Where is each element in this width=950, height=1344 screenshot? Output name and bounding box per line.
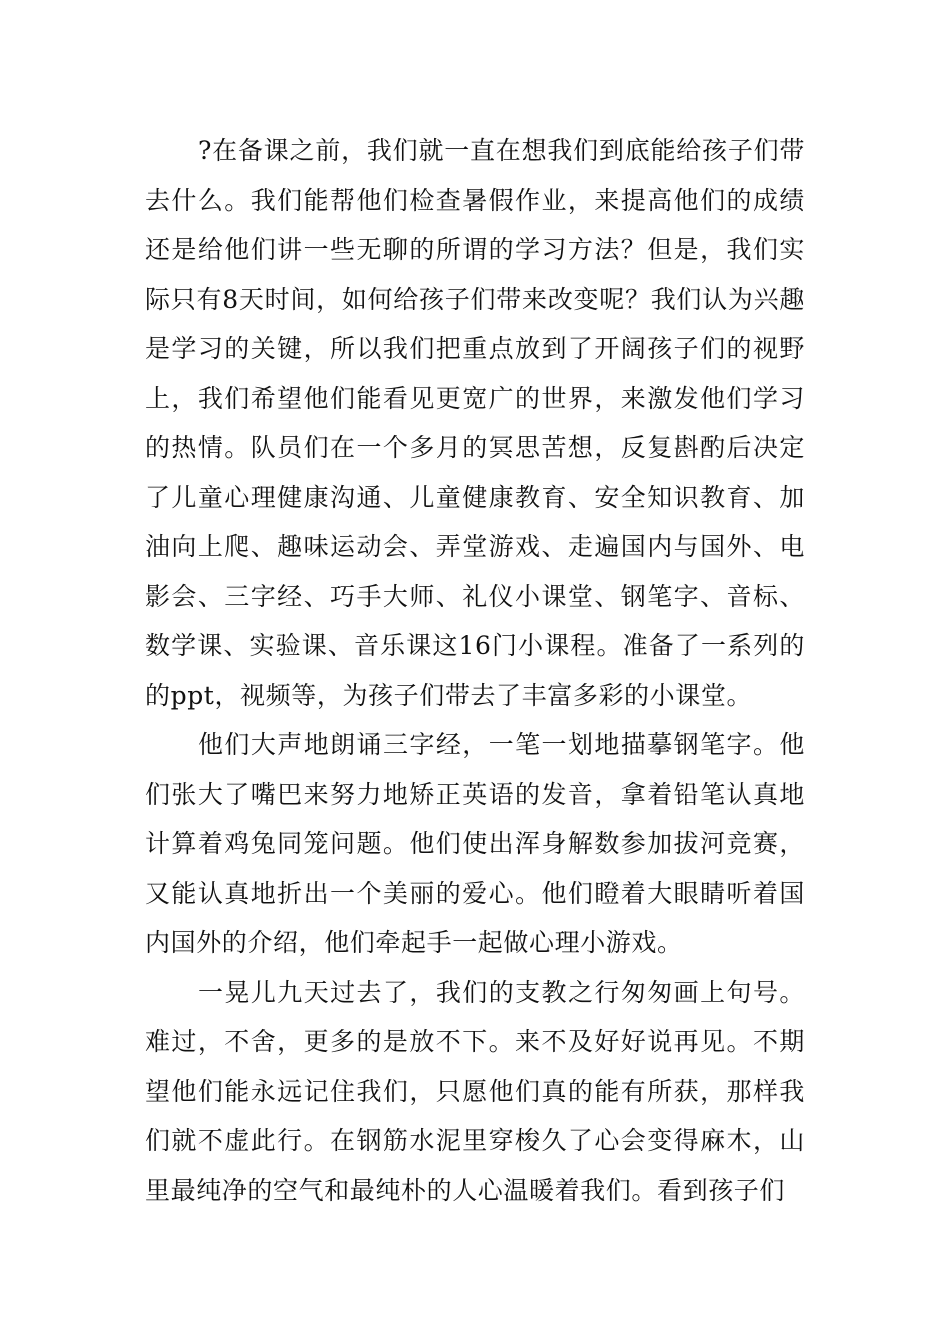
paragraph-1: ?在备课之前，我们就一直在想我们到底能给孩子们带去什么。我们能帮他们检查暑假作业，来提高他们的成绩还是给他们讲一些无聊的所谓的学习方法？但是，我们实际只有8天时间，如何给孩子们带来改变呢？我们认为兴趣是学习的关键，所以我们把重点放到了开阔孩子们的视野上，我们希望他们能看见更宽广的世界，来激发他们学习的热情。队员们在一个多月的冥思苦想，反复斟酌后决定了儿童心理健康沟通、儿童健康教育、安全知识教育、加油向上爬、趣味运动会、弄堂游戏、走遍国内与国外、电影会、三字经、巧手大师、礼仪小课堂、钢笔字、音标、数学课、实验课、音乐课这16门小课程。准备了一系列的的ppt，视频等，为孩子们带去了丰富多彩的小课堂。	[145, 136, 805, 710]
document-body	[145, 126, 805, 1215]
paragraph-2: 他们大声地朗诵三字经，一笔一划地描摹钢笔字。他们张大了嘴巴来努力地矫正英语的发音，拿着铅笔认真地计算着鸡兔同笼问题。他们使出浑身解数参加拔河竞赛，又能认真地折出一个美丽的爱心。他们瞪着大眼睛听着国内国外的介绍，他们牵起手一起做心理小游戏。	[145, 730, 805, 957]
paragraph-3: 一晃儿九天过去了，我们的支教之行匆匆画上句号。难过，不舍，更多的是放不下。来不及好好说再见。不期望他们能永远记住我们，只愿他们真的能有所获，那样我们就不虚此行。在钢筋水泥里穿梭久了心会变得麻木，山里最纯净的空气和最纯朴的人心温暖着我们。看到孩子们	[145, 977, 805, 1205]
